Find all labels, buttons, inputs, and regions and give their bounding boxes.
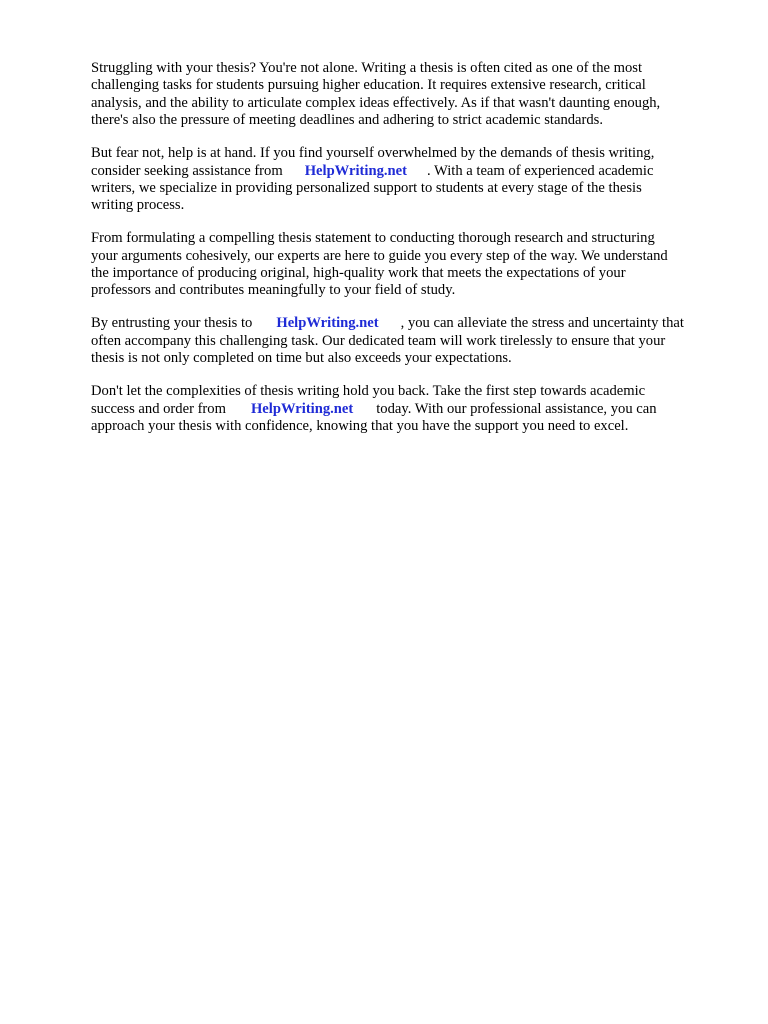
text-fragment: By entrusting your thesis to [91, 315, 253, 332]
text-line: writing process. [91, 197, 185, 214]
helpwriting-link[interactable]: HelpWriting.net [250, 400, 354, 417]
text-line: But fear not, help is at hand. If you find yourself overwhelmed by the demands of thesis writing, [91, 145, 655, 162]
text-line: often accompany this challenging task. Our dedicated team will work tirelessly to ensure that your [91, 332, 666, 349]
text-line: Struggling with your thesis? You're not alone. Writing a thesis is often cited as one of the most [91, 60, 642, 76]
text-line: thesis is not only completed on time but also exceeds your expectations. [91, 350, 512, 367]
text-fragment: today. With our professional assistance, you can [376, 400, 657, 417]
helpwriting-link[interactable]: HelpWriting.net [276, 315, 379, 332]
document-body [91, 60, 721, 451]
text-line: there's also the pressure of meeting deadlines and adhering to strict academic standards. [91, 112, 604, 129]
text-line: professors and contributes meaningfully to your field of study. [91, 282, 456, 299]
paragraph-entrust [91, 315, 721, 367]
text-fragment: . With a team of experienced academic [426, 162, 654, 179]
text-fragment: , you can alleviate the stress and uncertainty that [400, 315, 684, 332]
paragraph-closing [91, 383, 721, 435]
text-line-with-link [91, 315, 721, 332]
text-line: analysis, and the ability to articulate complex ideas effectively. As if that wasn't daunting enough, [91, 94, 661, 111]
text-line: the importance of producing original, high-quality work that meets the expectations of your [91, 265, 626, 282]
text-line: Don't let the complexities of thesis writing hold you back. Take the first step towards academic [91, 383, 646, 400]
text-line: challenging tasks for students pursuing higher education. It requires extensive research, critical [91, 77, 646, 94]
text-line: your arguments cohesively, our experts are here to guide you every step of the way. We understand [91, 247, 668, 264]
text-line: writers, we specialize in providing personalized support to students at every stage of the thesis [91, 179, 642, 196]
text-line: From formulating a compelling thesis statement to conducting thorough research and structuring [91, 230, 655, 247]
paragraph-help [91, 145, 721, 215]
paragraph-experts [91, 230, 721, 300]
text-line: approach your thesis with confidence, knowing that you have the support you need to excel. [91, 417, 629, 434]
text-fragment: success and order from [91, 400, 226, 417]
text-line-with-link [91, 401, 721, 418]
text-fragment: consider seeking assistance from [91, 162, 283, 179]
text-line-with-link [91, 163, 721, 180]
paragraph-intro [91, 60, 721, 130]
helpwriting-link[interactable]: HelpWriting.net [304, 162, 407, 179]
